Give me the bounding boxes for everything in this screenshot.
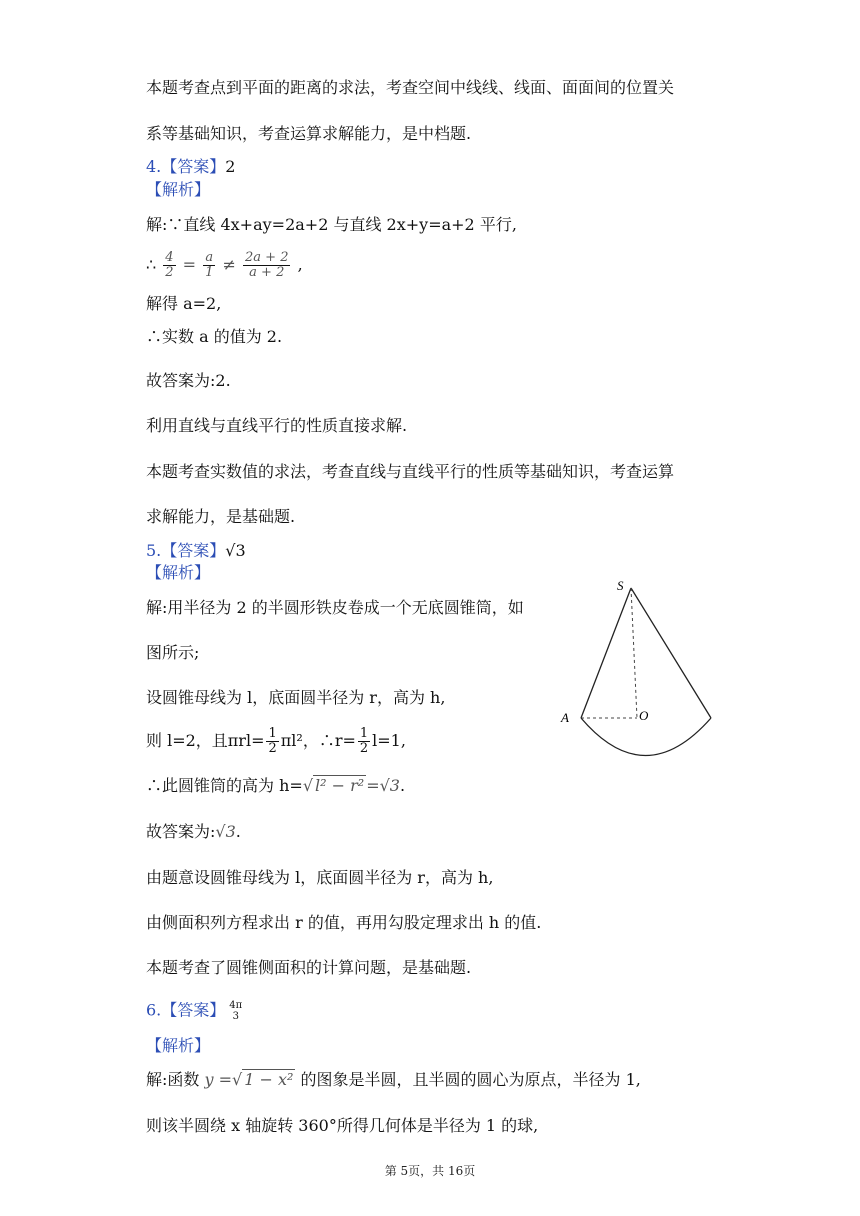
text-line: 系等基础知识，考查运算求解能力，是中档题.: [146, 124, 472, 143]
text-line: 设圆锥母线为 l，底面圆半径为 r，高为 h,: [146, 688, 446, 707]
q5-height-equation: ∴此圆锥筒的高为 h=√ l² − r² =√3.: [146, 776, 406, 795]
fraction: $\frac{2a + 2}{a + 2}$: [245, 250, 289, 280]
text-line: 利用直线与直线平行的性质直接求解.: [146, 416, 408, 435]
label-o: O: [639, 708, 649, 723]
cone-slant-left: [581, 588, 631, 718]
fraction: $\frac{a}{1}$: [205, 250, 214, 280]
q6-analysis-label: 【解析】: [146, 1036, 211, 1055]
cone-slant-right: [631, 588, 711, 718]
fraction: $\frac{1}{2}$: [268, 726, 277, 756]
q5-analysis-label: 【解析】: [146, 563, 211, 582]
q6-answer: 6.【答案】 4π 3: [146, 1000, 243, 1022]
label-a: A: [561, 710, 569, 725]
text-line: 本题考查点到平面的距离的求法，考查空间中线线、线面、面面间的位置关: [146, 78, 675, 97]
fraction: $\frac{4}{2}$: [165, 250, 174, 280]
page-footer: 第 5页，共 16页: [384, 1164, 476, 1178]
fraction: 4π 3: [229, 1000, 243, 1022]
q5-radius-equation: 则 l=2，且πrl= $\frac{1}{2}$ πl²，∴r= $\frac{1}{2}$ l=1,: [146, 726, 406, 756]
text-line: 则该半圆绕 x 轴旋转 360°所得几何体是半径为 1 的球,: [146, 1116, 539, 1135]
text-line: 求解能力，是基础题.: [146, 507, 296, 526]
text-line: 图所示;: [146, 643, 200, 662]
q4-answer: 4.【答案】2: [146, 157, 236, 176]
q6-function-line: 解:函数 y =√ 1 − x² 的图象是半圆，且半圆的圆心为原点，半径为 1,: [146, 1070, 641, 1089]
fraction: $\frac{1}{2}$: [359, 726, 369, 756]
q4-ratio-equation: ∴ $\frac{4}{2}$ = $\frac{a}{1}$ ≠ $\frac{2a + 2}{a + 2}$ ,: [146, 250, 303, 280]
text-line: 解得 a=2,: [146, 294, 222, 313]
text-line: 解:∵直线 4x+ay=2a+2 与直线 2x+y=a+2 平行,: [146, 215, 517, 234]
text-line: 由题意设圆锥母线为 l，底面圆半径为 r，高为 h,: [146, 868, 494, 887]
text-line: 解:用半径为 2 的半圆形铁皮卷成一个无底圆锥筒，如: [146, 598, 524, 617]
q4-analysis-label: 【解析】: [146, 180, 211, 199]
cone-height-dashed: [631, 588, 637, 718]
text-line: 故答案为:2.: [146, 371, 231, 390]
label-s: S: [617, 578, 624, 593]
q5-answer-line: 故答案为:√3.: [146, 822, 241, 841]
text-line: 由侧面积列方程求出 r 的值，再用勾股定理求出 h 的值.: [146, 913, 542, 932]
text-line: 本题考查了圆锥侧面积的计算问题，是基础题.: [146, 958, 472, 977]
text-line: ∴实数 a 的值为 2.: [146, 327, 283, 346]
cone-figure: [555, 578, 725, 763]
cone-base-arc: [581, 718, 711, 756]
q5-answer: 5.【答案】√3: [146, 541, 246, 560]
text-line: 本题考查实数值的求法，考查直线与直线平行的性质等基础知识，考查运算: [146, 462, 675, 481]
